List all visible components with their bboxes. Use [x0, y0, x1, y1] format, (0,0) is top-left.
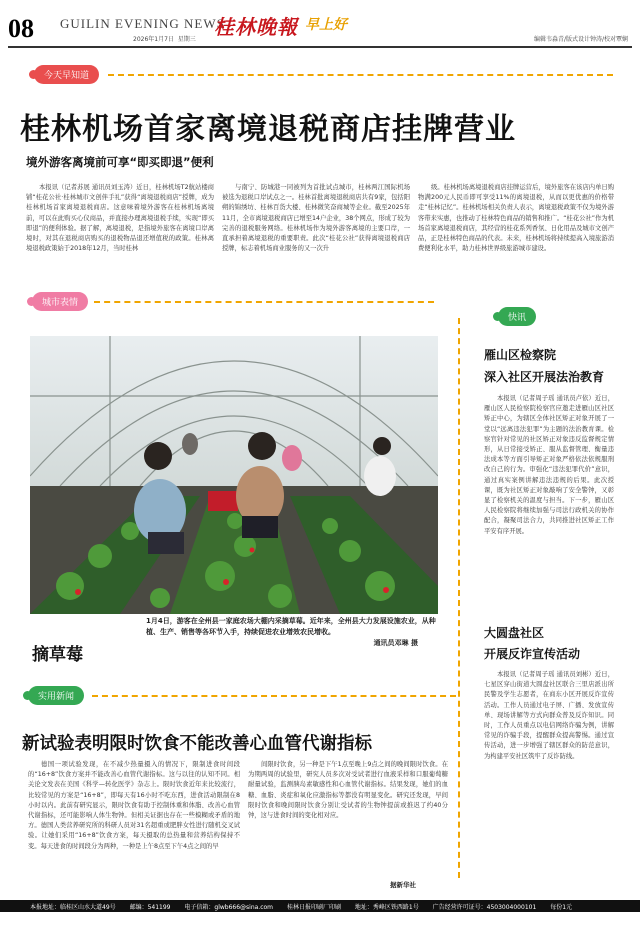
paper-logo: 桂林晚報: [214, 15, 298, 39]
brief1-title-2: 深入社区开展法治教育: [484, 370, 605, 384]
weekday-text: 星期三: [177, 36, 196, 43]
article2-credit: 据新华社: [390, 881, 416, 889]
footer-printer: 桂林日报印刷厂印刷: [286, 904, 341, 911]
page-number: 08: [8, 14, 34, 43]
section-divider-news: [92, 695, 456, 697]
section-divider-city: [94, 301, 434, 303]
footer-postcode: 邮编：541199: [129, 904, 171, 911]
footer-license: 广告经营许可证号：4503004000101: [432, 904, 537, 911]
header-rule: [8, 46, 632, 48]
column-divider: [458, 318, 460, 878]
section-tag-news: 实用新闻: [28, 686, 84, 705]
section-tag-quick: 快讯: [498, 307, 536, 326]
column-logo: 早上好: [305, 17, 347, 33]
brief1-body: 本报讯（记者周子瑶 通讯员卢依）近日，雁山区人民检察院检察官应邀走进雁山区社区矫正中心，为辖区全体社区矫正对象开展了一堂以“远离违法犯罪”为主题的法治教育课。检察官针对常见的社区矫正对象违反监督规定情形，从日常接受矫正、服从监督管理、衡量违法成本等方面引导矫正对象严格依法依规服刑改自己的行为。审强化“违法犯罪代价”意识，通过真实案例讲解违法违规的后果。此次授课，既为社区矫正对象敲响了安全警钟，又彰显了检察机关的温度与担当。下一步，雁山区人民检察院将继续加强与司法行政机关的协作配合，凝聚司法合力，共同推进社区矫正工作平安有序开展。: [484, 395, 614, 535]
photo-caption: [146, 616, 446, 649]
editor-credits: 编辑韦淼青/版式设计钟涛/校对覃娴: [533, 36, 628, 43]
brief2-title-1: 大圆盘社区: [484, 626, 545, 640]
footer-address: 本报地址：临桂区山水大道49号: [30, 904, 116, 911]
photo-caption-text: 1月4日，游客在全州县一家庭农场大棚内采摘草莓。近年来，全州县大力发展设施农业，从种植、生产、销售等各环节入手，持续促进农业增效农民增收。: [146, 617, 436, 636]
article1-column-3: 级。桂林机场离境退税商店挂牌运营后，境外旅客在该店内单日购物满200元人民币即可享受11%的离境退税，从而以更优惠的价格带走“桂林记忆”。桂林机场相关负责人表示，离境退税政策不仅为境外游客带来实惠，也推动了桂林特色商品的销售和推广。“桂花公社”作为机场首家离境退税商店，其经营的桂花系列香氛、日化用品及城市文创产品，正是桂林特色商品的代表。未来，桂林机场将持续提高入境旅游消费便利化水平，助力桂林世界级旅游城市建设。: [418, 184, 614, 253]
strawberry-photo: [30, 336, 438, 614]
brief2-body: 本报讯（记者周子瑶 通讯员刘彬）近日，七星区穿山街道大圆盘社区联合三里店派出所民警及学生志愿者，在商东小区开展反诈宣传活动。工作人员通过电子屏、广播、发放宣传单、现场讲解等方式向群众普及反诈知识。同时，工作人员重点以电信网络诈骗为例，讲解常见的诈骗手段，提醒群众提高警惕。通过宣传活动，进一步增强了辖区群众的防范意识，为构建平安社区筑牢了反诈防线。: [484, 671, 614, 760]
footer-email: 电子信箱：glwb666@sina.com: [184, 904, 274, 911]
section-divider: [108, 74, 613, 76]
brief2-title-2: 开展反诈宣传活动: [484, 647, 581, 661]
section-tag-today: 今天早知道: [34, 65, 99, 84]
article2-column-2: 间限时饮食，另一种是下午1点至晚上9点之间的晚间限时饮食。在为期两周的试验里，研究人员多次对受试者进行血液采样和口服葡萄糖耐量试验，监测胰岛素敏感性和心血管代谢指标。结果发现，她们的血糖、血脂、炎症和氧化应激指标等都没有明显变化。研究还发现，早间限时饮食和晚间限时饮食分别让受试者的生物钟提前或推迟了约40分钟，这与进食时间的变化相对应。: [248, 761, 448, 820]
article2-column-1: 德国一项试验发现，在不减少热量摄入的情况下，限制进食时间段的“16+8”饮食方案并不能改善心血管代谢指标。这与以往的认知不同。相关论文发表在美国《科学—转化医学》杂志上。限时饮食近年来比较流行，比较常见的方案是“16+8”，即每天有16小时不吃东西，进食活动限制在8小时以内。此前有研究显示，限时饮食有助于控制体重和体脂、改善心血管代谢指标，还可能影响人体生物钟。但相关证据也存在一些模糊或矛盾的地方。德国人类营养研究所的科研人员对31名超重或肥胖女性进行随机交叉试验。让她们采用“16+8”饮食方案，每天摄取的总热量和营养结构保持不变。每天进食的时间段分为两种，一种是上午8点至下午4点之间的早: [28, 761, 240, 850]
photo-credit: 通讯员邓琳 摄: [373, 639, 418, 647]
headline-fasting: 新试验表明限时饮食不能改善心血管代谢指标: [22, 734, 372, 754]
brief1-title-1: 雁山区检察院: [484, 348, 557, 362]
issue-date: [133, 34, 196, 43]
headline-airport: 桂林机场首家离境退税商店挂牌营业: [20, 112, 516, 147]
date-text: 2026年1月7日: [133, 36, 174, 43]
article1-column-1: 本报讯（记者苏展 通讯员刘玉涛）近日，桂林机场T2航站楼商铺“桂花公社·桂林城市文创伴手礼”获得“离境退税商店”授牌，成为桂林机场首家离境退税商店。这意味着境外游客在桂林机场离境前，可以在此购买心仪商品，并直接办理离境退税手续，实现“即买即退”的便利体验。据了解，离境退税，是指境外旅客在离境口岸离境时，对其在退税商店购买的退税物品退还增值税的政策。桂林离境退税政策始于2018年12月，当时桂林: [26, 184, 214, 253]
article1-column-2: 与南宁、防城港一同被列为首批试点城市，桂林两江国际机场被选为退税口岸试点之一。桂林首批离境退税商店共有9家，包括阳朔的锦绣坊、桂林百货大楼、桂林微笑奋商城等企业。截至2025年11月，全市离境退税商店已增至14户企业，38个网点，形成了较为完善的退税服务网络。桂林机场作为境外游客离境的主要口岸，一直承担着离境退税的重要职责。此次“桂花公社”获得离境退税商店授牌，标志着机场商业服务的又一次升: [222, 184, 410, 253]
photo-title: 摘草莓: [32, 645, 83, 665]
footer-printer-address: 地址：秀峰区铁西路1号: [354, 904, 419, 911]
footer-bar: [0, 900, 640, 912]
footer-price: 每份1元: [550, 904, 573, 911]
paper-english-name: GUILIN EVENING NEWS: [60, 16, 225, 31]
subhead-airport: 境外游客离境前可享“即买即退”便利: [26, 155, 214, 169]
greenhouse-image: [30, 336, 438, 614]
section-tag-city: 城市表情: [32, 292, 88, 311]
